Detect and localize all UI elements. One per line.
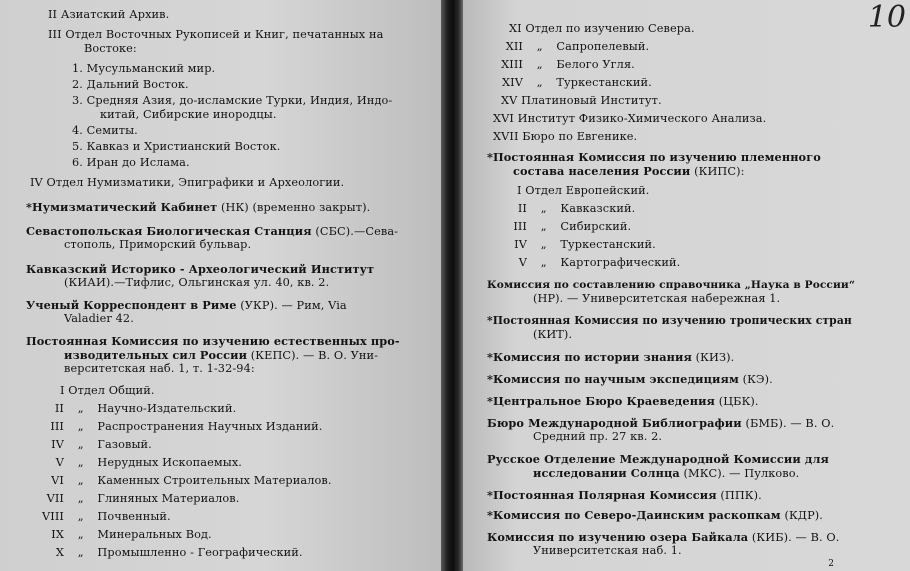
dept-row <box>20 492 239 506</box>
dept-row <box>483 238 656 252</box>
roman-numeral: VIII <box>42 510 64 523</box>
dept-row <box>479 76 652 90</box>
entry-title: *Комиссия по научным экспедициям <box>487 372 739 386</box>
ditto-mark: „ <box>77 546 84 559</box>
roman-numeral: II <box>517 202 527 215</box>
dept-name: Сапропелевый. <box>556 40 650 53</box>
dept-name: Нерудных Ископаемых. <box>97 456 242 469</box>
dept-name: Минеральных Вод. <box>97 528 212 541</box>
entry-title: Ученый Корреспондент в Риме <box>26 298 237 312</box>
entry-detail: (КИПС): <box>694 165 745 178</box>
corner-mark: 10 <box>867 0 906 35</box>
dept-row <box>20 546 303 560</box>
line: XVII Бюро по Евгенике. <box>493 130 638 143</box>
dept-name: Научно-Издательский. <box>97 402 237 415</box>
line: 2. Дальний Восток. <box>72 78 189 91</box>
entry-kips <box>513 164 745 179</box>
entry-title: Комиссия по составлению справочника „Наука в России“ <box>487 279 856 291</box>
line: 3. Средняя Азия, до-исламские Турки, Индия, Индо- <box>72 94 393 107</box>
ditto-mark: „ <box>77 438 84 451</box>
dept-row <box>479 40 649 54</box>
ditto-mark: „ <box>77 456 84 469</box>
ditto-mark: „ <box>77 402 84 415</box>
dept-row <box>20 402 236 416</box>
entry-title: Севастопольская Биологическая Станция <box>26 224 312 238</box>
roman-numeral: V <box>55 456 64 469</box>
line: верситетская наб. 1, т. 1-32-94: <box>64 362 255 375</box>
entry-nk <box>26 200 370 215</box>
entry-kdr <box>487 508 823 523</box>
entry-title: Русское Отделение Международной Комиссии для <box>487 452 829 466</box>
entry-detail: (КИЗ). <box>695 351 735 364</box>
entry-ke <box>487 372 773 387</box>
dept-name: Сибирский. <box>560 220 632 233</box>
roman-numeral: II <box>54 402 64 415</box>
entry-title: *Постоянная Комиссия по изучению племенного <box>487 150 821 164</box>
line: Средний пр. 27 кв. 2. <box>533 430 663 443</box>
right-page <box>463 0 910 571</box>
ditto-mark: „ <box>540 238 547 251</box>
line: (КИАИ).—Тифлис, Ольгинская ул. 40, кв. 2. <box>64 276 330 289</box>
entry-sbs <box>26 224 398 239</box>
line: XI Отдел по изучению Севера. <box>509 22 695 35</box>
entry-detail: (КЭ). <box>742 373 773 386</box>
dept-row <box>483 202 635 216</box>
entry-detail: (ЦБК). <box>718 395 759 408</box>
line: 6. Иран до Ислама. <box>72 156 190 169</box>
line: XV Платиновый Институт. <box>501 94 662 107</box>
dept-name: Распространения Научных Изданий. <box>97 420 323 433</box>
entry-tsbk <box>487 394 759 409</box>
roman-numeral: VII <box>46 492 64 505</box>
entry-detail: (КДР). <box>784 509 823 522</box>
dept-row <box>20 420 322 434</box>
line: Востоке: <box>84 42 137 55</box>
entry-title: состава населения России <box>513 164 691 178</box>
roman-numeral: XII <box>505 40 523 53</box>
line: I Отдел Общий. <box>60 384 155 397</box>
dept-row <box>20 510 171 524</box>
entry-title: Постоянная Комиссия по изучению естественных про- <box>26 334 400 348</box>
entry-title: исследовании Солнца <box>533 466 680 480</box>
line: I Отдел Европейский. <box>517 184 650 197</box>
dept-name: Кавказский. <box>560 202 636 215</box>
ditto-mark: „ <box>77 420 84 433</box>
entry-ppk <box>487 488 762 503</box>
roman-numeral: XIV <box>502 76 523 89</box>
entry-title: *Постоянная Комиссия по изучению тропических стран <box>487 314 852 327</box>
line: 5. Кавказ и Христианский Восток. <box>72 140 281 153</box>
entry-title: *Постоянная Полярная Комиссия <box>487 488 717 502</box>
roman-numeral: V <box>518 256 527 269</box>
ditto-mark: „ <box>536 58 543 71</box>
book-spine <box>441 0 463 571</box>
ditto-mark: „ <box>77 492 84 505</box>
entry-title: *Комиссия по Северо-Даинским раскопкам <box>487 508 781 522</box>
entry-kiz <box>487 350 734 365</box>
page-number: 2 <box>828 559 834 569</box>
roman-numeral: IX <box>51 528 64 541</box>
dept-row <box>483 220 631 234</box>
roman-numeral: IV <box>514 238 527 251</box>
roman-numeral: XIII <box>501 58 523 71</box>
entry-detail: (БМБ). — В. О. <box>745 417 835 430</box>
dept-row <box>20 528 212 542</box>
entry-detail: (УКР). — Рим, Via <box>240 299 347 312</box>
dept-row <box>20 438 152 452</box>
roman-numeral: III <box>513 220 527 233</box>
dept-name: Белого Угля. <box>556 58 635 71</box>
line: XVI Институт Физико-Химического Анализа. <box>493 112 767 125</box>
dept-name: Туркестанский. <box>560 238 656 251</box>
entry-kib <box>487 530 839 545</box>
dept-row <box>20 456 242 470</box>
dept-row <box>20 474 332 488</box>
line: китай, Сибирские инородцы. <box>100 108 277 121</box>
entry-detail: (СБС).—Сева- <box>315 225 399 238</box>
line: стополь, Приморский бульвар. <box>64 238 252 251</box>
entry-detail: (ППК). <box>720 489 762 502</box>
dept-name: Газовый. <box>97 438 152 451</box>
entry-keps <box>64 348 378 363</box>
dept-name: Каменных Строительных Материалов. <box>97 474 332 487</box>
line: Valadier 42. <box>64 312 134 325</box>
line: II Азиатский Архив. <box>48 8 170 21</box>
entry-title: *Центральное Бюро Краеведения <box>487 394 715 408</box>
ditto-mark: „ <box>77 474 84 487</box>
roman-numeral: VI <box>51 474 64 487</box>
entry-bmb <box>487 416 834 431</box>
entry-detail: (МКС). — Пулково. <box>683 467 800 480</box>
left-page <box>0 0 441 571</box>
dept-name: Промышленно - Географический. <box>97 546 303 559</box>
ditto-mark: „ <box>77 510 84 523</box>
dept-row <box>479 58 635 72</box>
entry-title: изводительных сил России <box>64 348 248 362</box>
ditto-mark: „ <box>536 76 543 89</box>
dept-name: Глиняных Материалов. <box>97 492 240 505</box>
entry-title: *Комиссия по истории знания <box>487 350 692 364</box>
dept-name: Картографический. <box>560 256 681 269</box>
line: (КИТ). <box>533 328 573 341</box>
entry-ukr <box>26 298 347 313</box>
dept-name: Почвенный. <box>97 510 171 523</box>
roman-numeral: III <box>50 420 64 433</box>
ditto-mark: „ <box>540 202 547 215</box>
line: 1. Мусульманский мир. <box>72 62 216 75</box>
entry-title: Кавказский Историко - Археологический Институт <box>26 262 375 276</box>
entry-title: Бюро Международной Библиографии <box>487 416 742 430</box>
entry-detail: (КЕПС). — В. О. Уни- <box>250 349 379 362</box>
roman-numeral: IV <box>51 438 64 451</box>
line: IV Отдел Нумизматики, Эпиграфики и Археологии. <box>30 176 345 189</box>
dept-name: Туркестанский. <box>556 76 652 89</box>
line: III Отдел Восточных Рукописей и Книг, печатанных на <box>48 28 384 41</box>
line: (НР). — Университетская набережная 1. <box>533 292 781 305</box>
entry-detail: (КИБ). — В. О. <box>751 531 840 544</box>
ditto-mark: „ <box>540 220 547 233</box>
entry-title: *Нумизматический Кабинет <box>26 200 218 214</box>
line: 4. Семиты. <box>72 124 138 137</box>
line: Университетская наб. 1. <box>533 544 682 557</box>
ditto-mark: „ <box>540 256 547 269</box>
dept-row <box>483 256 680 270</box>
entry-detail: (НК) (временно закрыт). <box>220 201 371 214</box>
entry-mks <box>533 466 799 481</box>
roman-numeral: X <box>55 546 64 559</box>
entry-title: Комиссия по изучению озера Байкала <box>487 530 749 544</box>
ditto-mark: „ <box>77 528 84 541</box>
ditto-mark: „ <box>536 40 543 53</box>
